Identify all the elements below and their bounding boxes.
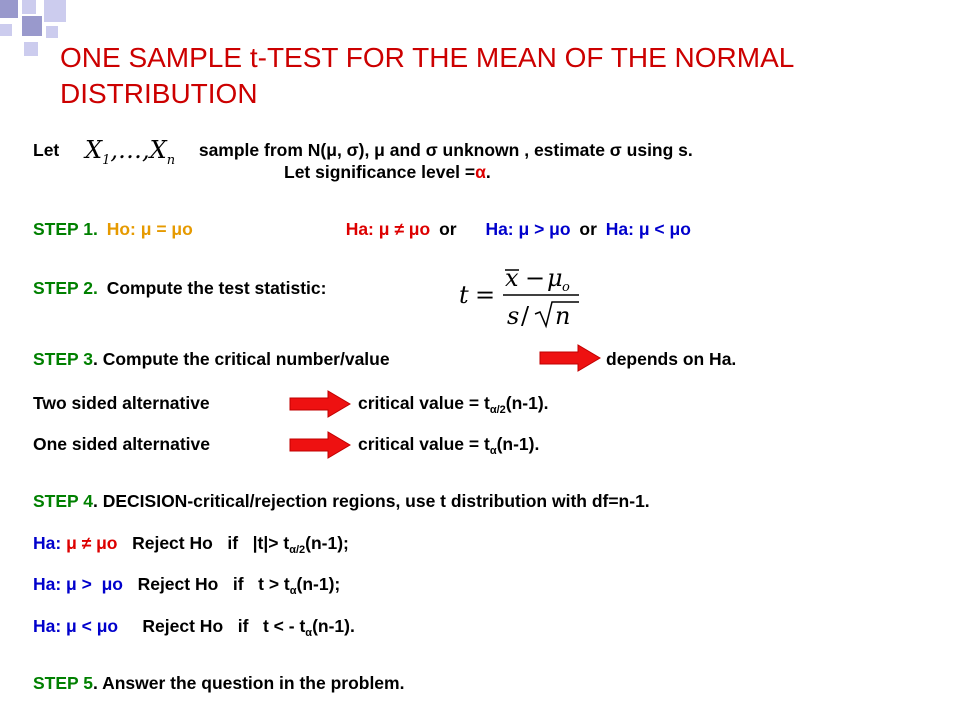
let-label: Let <box>33 140 60 160</box>
deco-square <box>0 24 12 36</box>
step5-text: . Answer the question in the problem. <box>93 673 405 693</box>
step3-text: . Compute the critical number/value <box>93 349 390 369</box>
rule2-line <box>33 574 340 595</box>
step1-or2: or <box>579 219 597 239</box>
rule3-sub: α <box>305 627 313 639</box>
significance-alpha: α <box>475 162 486 182</box>
deco-square <box>46 26 58 38</box>
significance-line <box>284 162 491 183</box>
rule3-text: Reject Ho if t < - t <box>118 616 306 636</box>
one-sided-value: critical value = t <box>358 434 490 454</box>
one-sided-end: (n-1). <box>496 434 540 454</box>
step1-ha1: Ha: μ ≠ μo <box>345 219 431 239</box>
significance-end: . <box>485 162 491 182</box>
deco-square <box>0 0 18 18</box>
two-sided-end: (n-1). <box>505 393 549 413</box>
one-sided-value-line <box>358 434 539 455</box>
step1-h0: Ho: μ = μo <box>106 219 193 239</box>
svg-text:n: n <box>555 302 571 330</box>
rule1-ha: Ha: <box>33 533 67 553</box>
step1-label: STEP 1. <box>33 219 98 239</box>
step1-ha2: Ha: μ > μo <box>485 219 571 239</box>
significance-prefix: Let significance level = <box>284 162 476 182</box>
rule2-ha: Ha: μ > μo <box>33 574 123 594</box>
step5-line <box>33 673 404 694</box>
arrow-icon <box>288 389 352 419</box>
rule1-text: Reject Ho if |t|> t <box>117 533 290 553</box>
deco-square <box>22 16 42 36</box>
deco-square <box>44 0 66 22</box>
step2-line <box>33 278 326 299</box>
two-sided-value-line <box>358 393 549 414</box>
sample-text: sample from N(μ, σ), μ and σ unknown , estimate σ using s. <box>198 140 693 160</box>
svg-text:−: − <box>525 264 546 292</box>
svg-text:μ: μ <box>547 264 563 292</box>
step1-or1: or <box>439 219 457 239</box>
one-sided-sub: α <box>489 445 497 457</box>
arrow-icon <box>538 343 602 373</box>
rule1-sub: α/2 <box>289 544 306 556</box>
rule1-cond: μ ≠ μo <box>66 533 118 553</box>
step2-text: Compute the test statistic: <box>106 278 327 298</box>
rule2-sub: α <box>289 585 297 597</box>
svg-text:s: s <box>507 302 520 330</box>
svg-text:=: = <box>475 281 496 309</box>
step2-label: STEP 2. <box>33 278 98 298</box>
two-sided-value: critical value = t <box>358 393 490 413</box>
arrow-icon <box>288 430 352 460</box>
svg-text:t: t <box>459 281 469 309</box>
step1-ha3: Ha: μ < μo <box>605 219 691 239</box>
svg-text:x: x <box>505 264 519 292</box>
sample-formula: $X_1,\dots,X_n$ <box>85 136 176 168</box>
rule3-end: (n-1). <box>312 616 355 636</box>
step3-label: STEP 3 <box>33 349 93 369</box>
step4-text: . DECISION-critical/rejection regions, use t distribution with df=n-1. <box>93 491 650 511</box>
svg-text:o: o <box>562 280 570 295</box>
svg-text:/: / <box>521 302 530 330</box>
slide-title: ONE SAMPLE t-TEST FOR THE MEAN OF THE NORMAL DISTRIBUTION <box>60 42 794 109</box>
rule2-end: (n-1); <box>296 574 341 594</box>
rule3-ha: Ha: μ < μo <box>33 616 119 636</box>
rule2-text: Reject Ho if t > t <box>122 574 290 594</box>
step4-label: STEP 4 <box>33 491 93 511</box>
step5-label: STEP 5 <box>33 673 93 693</box>
rule1-line <box>33 533 349 554</box>
deco-square <box>22 0 36 14</box>
step4-line <box>33 491 650 512</box>
two-sided-label: Two sided alternative <box>33 393 210 413</box>
rule3-line <box>33 616 355 637</box>
one-sided-label: One sided alternative <box>33 434 211 454</box>
test-statistic-formula <box>455 258 585 330</box>
step3-depends: depends on Ha. <box>606 349 737 369</box>
step1-line <box>33 219 691 240</box>
two-sided-sub: α/2 <box>489 404 506 416</box>
deco-square <box>24 42 38 56</box>
step3-line <box>33 349 390 370</box>
rule1-end: (n-1); <box>305 533 349 553</box>
